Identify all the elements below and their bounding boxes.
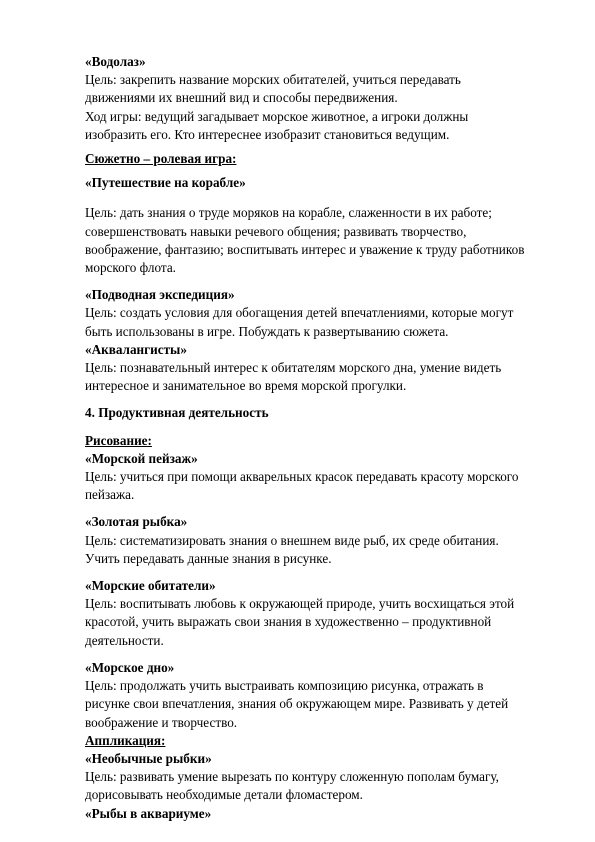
goal-line: морского флота. [85,260,176,276]
goal-line: Цель: дать знания о труде моряков на корабле, слаженности в их работе; [85,205,492,221]
goal-line: Учить передавать данные знания в рисунке. [85,550,332,566]
section-heading-productive: 4. Продуктивная деятельность [85,405,269,421]
goal-line: Цель: закрепить название морских обитателей, учиться передавать [85,72,461,88]
rules-line: изобразить его. Кто интереснее изобразит становиться ведущим. [85,126,450,142]
goal-line: быть использованы в игре. Побуждать к развертыванию сюжета. [85,323,449,339]
game-title-scuba: «Аквалангисты» [85,341,187,357]
goal-line: пейзажа. [85,487,135,503]
game-title-underwater: «Подводная экспедиция» [85,287,235,303]
document-body [85,53,545,823]
goal-line: воображение, фантазию; воспитывать интерес и уважение к труду работников [85,241,525,257]
goal-line: движениями их внешний вид и способы передвижения. [85,90,398,106]
goal-line: дорисовывать необходимые детали фломастером. [85,787,363,803]
goal-line: Цель: учиться при помощи акварельных красок передавать красоту морского [85,469,519,485]
goal-line: совершенствовать навыки речевого общения; развивать творчество, [85,223,467,239]
section-heading-role-play: Сюжетно – ролевая игра: [85,151,237,167]
goal-line: рисунке свои впечатления, знания об окружающем мире. Развивать у детей [85,696,509,712]
goal-line: красотой, учить выражать свои знания в художественно – продуктивной [85,614,492,630]
game-title-ship-trip: «Путешествие на корабле» [85,175,246,191]
activity-title-sea-bottom: «Морское дно» [85,659,175,675]
game-title-vodolaz: «Водолаз» [85,54,146,69]
rules-line: Ход игры: ведущий загадывает морское животное, а игроки должны [85,108,469,124]
activity-title-sea-dwellers: «Морские обитатели» [85,578,216,594]
activity-title-seascape: «Морской пейзаж» [85,450,198,466]
section-heading-applique: Аппликация: [85,732,166,748]
goal-line: Цель: продолжать учить выстраивать композицию рисунка, отражать в [85,678,484,694]
activity-title-unusual-fish: «Необычные рыбки» [85,750,212,766]
goal-line: интересное и занимательное во время морской прогулки. [85,378,407,394]
section-heading-drawing: Рисование: [85,432,152,448]
goal-line: Цель: создать условия для обогащения детей впечатлениями, которые могут [85,305,514,321]
goal-line: воображение и творчество. [85,714,238,730]
activity-title-goldfish: «Золотая рыбка» [85,514,188,530]
goal-line: Цель: развивать умение вырезать по контуру сложенную пополам бумагу, [85,769,499,785]
activity-title-aquarium-fish: «Рыбы в аквариуме» [85,805,212,821]
goal-line: Цель: систематизировать знания о внешнем виде рыб, их среде обитания. [85,532,499,548]
goal-line: Цель: воспитывать любовь к окружающей природе, учить восхищаться этой [85,596,515,612]
goal-line: Цель: познавательный интерес к обитателям морского дна, умение видеть [85,360,502,376]
goal-line: деятельности. [85,632,164,648]
